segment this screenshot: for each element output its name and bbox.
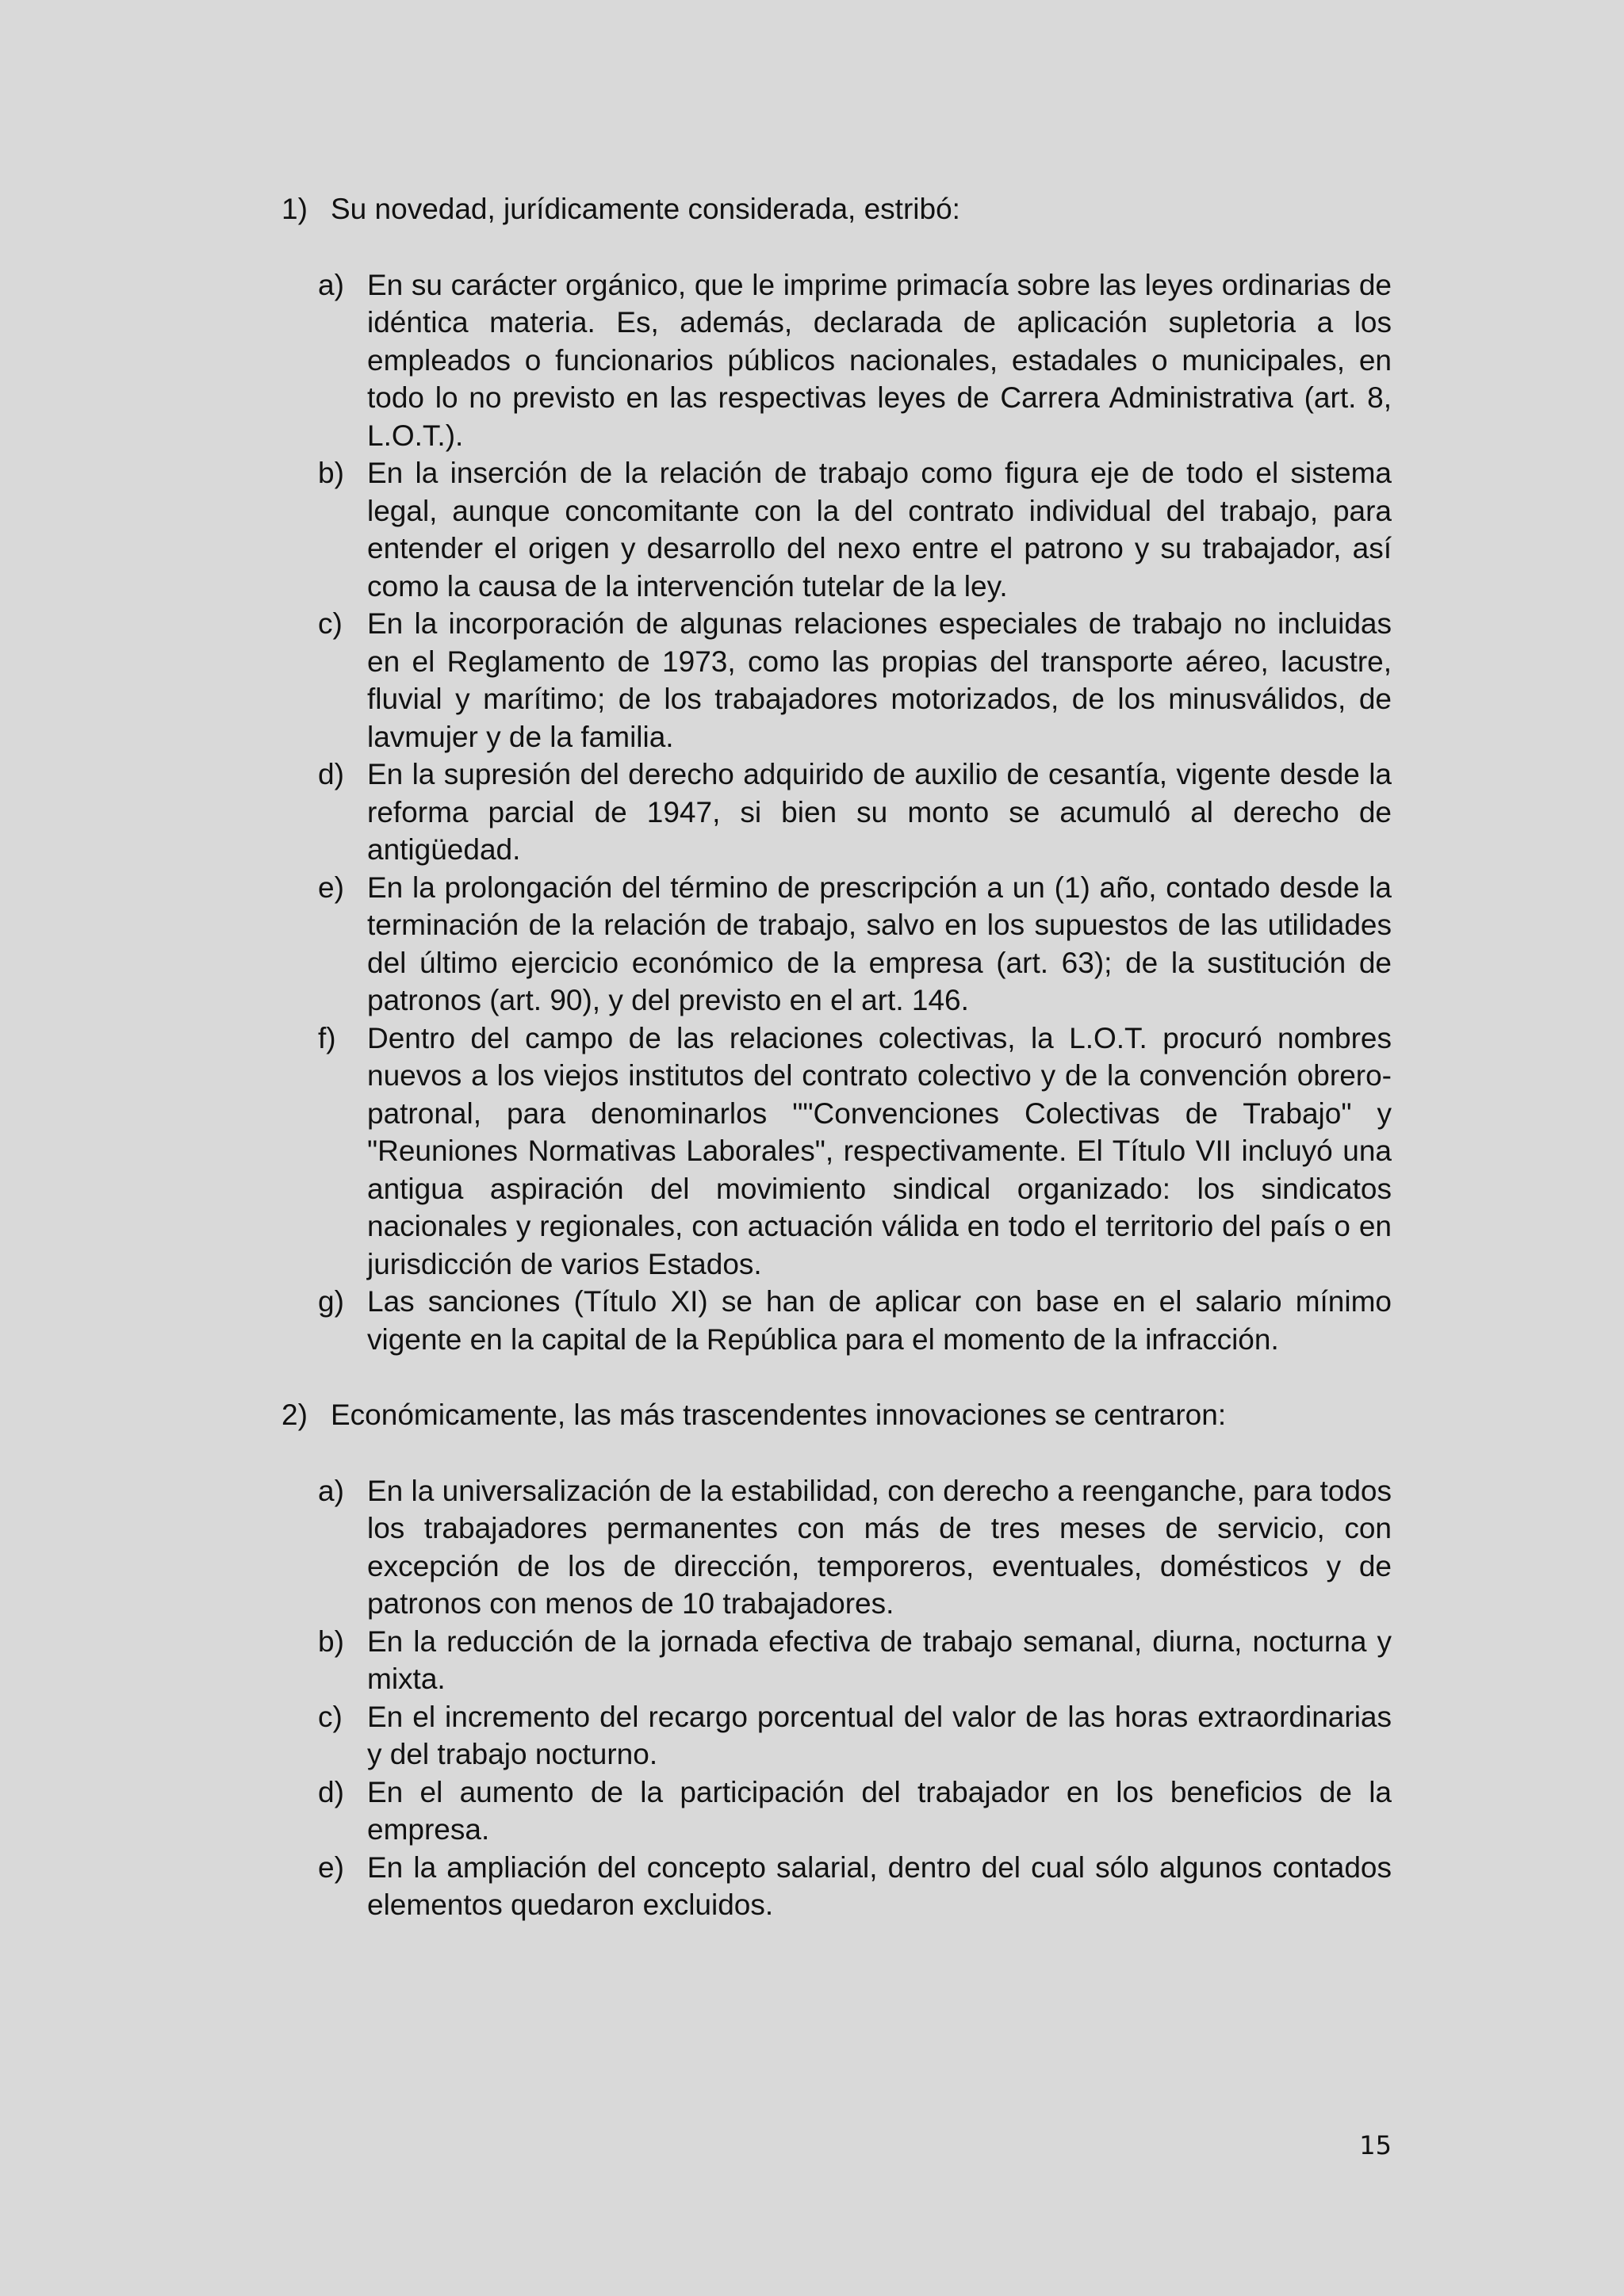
item-text: Dentro del campo de las relaciones colectivas, la L.O.T. procuró nombres nuevos a los viejos institutos del contrato colectivo y de la convención obrero-patronal, para denominarlos ""Convenciones Colectivas de Trabajo" y "Reuniones Normativas Laborales", respectivamente. El Título VII incluyó una antigua aspiración del movimiento sindical organizado: los sindicatos nacionales y regionales, con actuación válida en todo el territorio del país o en jurisdicción de varios Estados. (367, 1021, 1392, 1280)
item-text: En la inserción de la relación de trabajo como figura eje de todo el sistema legal, aunque concomitante con la del contrato individual del trabajo, para entender el origen y desarrollo del nexo entre el patrono y su trabajador, así como la causa de la intervención tutelar de la ley. (367, 457, 1392, 603)
list-item (318, 1472, 1392, 1623)
item-text: En la ampliación del concepto salarial, dentro del cual sólo algunos contados elementos quedaron excluidos. (367, 1850, 1392, 1921)
item-list (282, 266, 1392, 1359)
item-text: En la prolongación del término de prescripción a un (1) año, contado desde la terminación de la relación de trabajo, salvo en los supuestos de las utilidades del último ejercicio económico de la empresa (art. 63); de la sustitución de patronos (art. 90), y del previsto en el art. 146. (367, 871, 1392, 1016)
section-number: 1) (282, 193, 308, 225)
list-item (318, 1020, 1392, 1284)
item-letter: e) (318, 1850, 344, 1884)
item-text: En su carácter orgánico, que le imprime primacía sobre las leyes ordinarias de idéntica materia. Es, además, declarada de aplicación supletoria a los empleados o funcionarios públicos nacionales, estadales o municipales, en todo lo no previsto en las respectivas leyes de Carrera Administrativa (art. 8, L.O.T.). (367, 268, 1392, 452)
section-1 (282, 190, 1392, 1358)
section-number: 2) (282, 1399, 308, 1431)
section-heading-text: Su novedad, jurídicamente considerada, estribó: (331, 193, 960, 225)
list-item (318, 605, 1392, 756)
page-number: 15 (1359, 2130, 1392, 2160)
item-letter: b) (318, 457, 344, 489)
list-item (318, 1849, 1392, 1924)
item-text: En la supresión del derecho adquirido de auxilio de cesantía, vigente desde la reforma parcial de 1947, si bien su monto se acumuló al derecho de antigüedad. (367, 758, 1392, 866)
item-text: Las sanciones (Título XI) se han de aplicar con base en el salario mínimo vigente en la capital de la República para el momento de la infracción. (367, 1285, 1392, 1356)
item-text: En el aumento de la participación del trabajador en los beneficios de la empresa. (367, 1775, 1392, 1846)
item-letter: f) (318, 1021, 336, 1054)
list-item (318, 756, 1392, 869)
item-letter: d) (318, 1775, 344, 1808)
document-body (282, 190, 1392, 1924)
list-item (318, 454, 1392, 605)
list-item (318, 266, 1392, 455)
item-text: En la universalización de la estabilidad, con derecho a reenganche, para todos los trabajadores permanentes con más de tres meses de servicio, con excepción de los de dirección, temporeros, eventuales, domésticos y de patronos con menos de 10 trabajadores. (367, 1474, 1392, 1620)
item-letter: g) (318, 1285, 344, 1318)
section-heading (282, 1396, 1392, 1434)
item-text: En el incremento del recargo porcentual del valor de las horas extraordinarias y del trabajo nocturno. (367, 1700, 1392, 1770)
item-text: En la incorporación de algunas relaciones especiales de trabajo no incluidas en el Reglamento de 1973, como las propias del transporte aéreo, lacustre, fluvial y marítimo; de los trabajadores motorizados, de los minusválidos, de lavmujer y de la familia. (367, 607, 1392, 753)
item-letter: d) (318, 758, 344, 790)
section-heading-text: Económicamente, las más trascendentes innovaciones se centraron: (331, 1399, 1227, 1431)
list-item (318, 1698, 1392, 1774)
list-item (318, 1774, 1392, 1849)
list-item (318, 1283, 1392, 1358)
section-heading (282, 190, 1392, 228)
list-item (318, 869, 1392, 1020)
item-letter: a) (318, 1474, 344, 1507)
item-letter: c) (318, 1700, 343, 1733)
item-letter: b) (318, 1624, 344, 1658)
item-letter: a) (318, 268, 344, 301)
list-item (318, 1623, 1392, 1698)
item-letter: e) (318, 871, 344, 904)
item-list (282, 1472, 1392, 1924)
section-2 (282, 1396, 1392, 1924)
item-text: En la reducción de la jornada efectiva de trabajo semanal, diurna, nocturna y mixta. (367, 1624, 1392, 1695)
item-letter: c) (318, 607, 343, 640)
